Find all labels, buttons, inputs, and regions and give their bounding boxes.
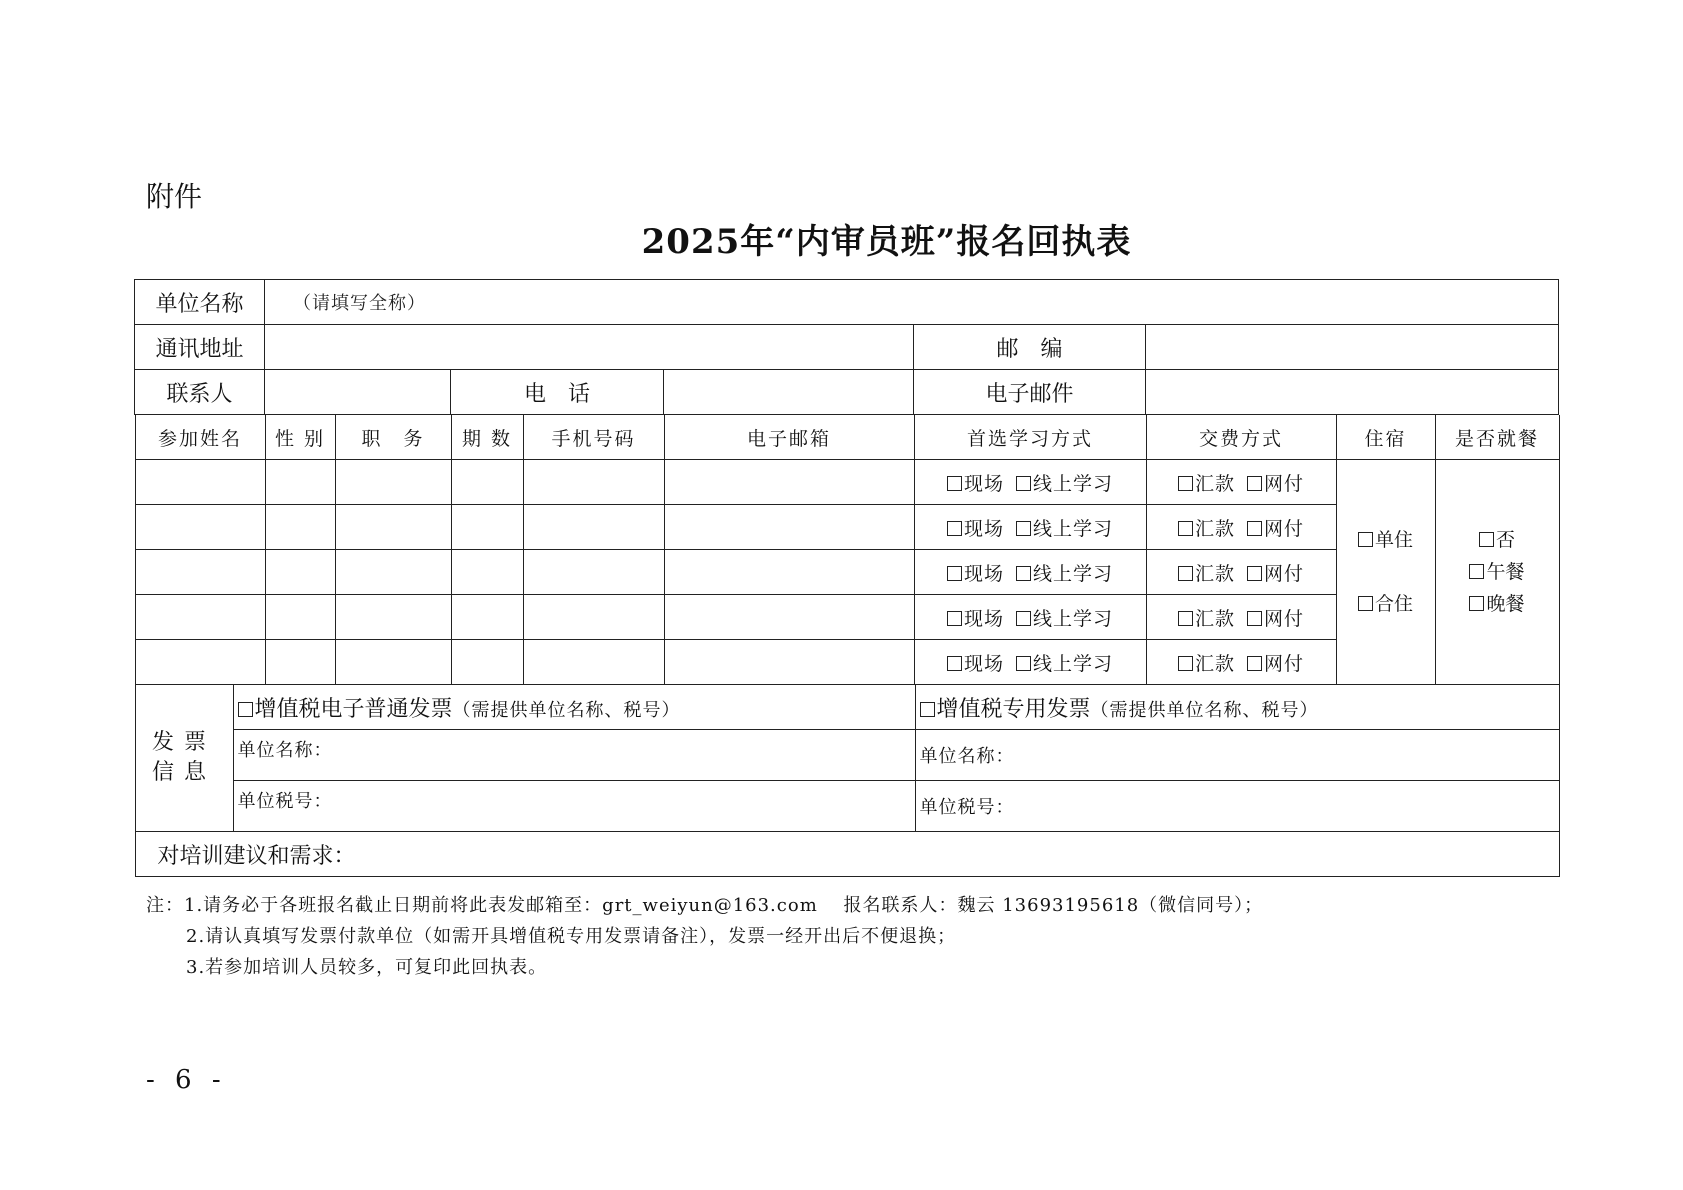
postcode-field[interactable] [1146,325,1559,370]
col-payment: 交费方式 [1146,415,1336,460]
study-mode-cell [914,550,1146,595]
session-cell[interactable] [451,640,523,685]
col-lodging: 住宿 [1336,415,1435,460]
col-email: 电子邮箱 [664,415,914,460]
payment-option-label: 汇款 [1194,517,1235,540]
payment-option-label: 汇款 [1194,472,1235,495]
unit-name-field[interactable]: （请填写全称） [265,280,1559,325]
study-mode-cell [914,460,1146,505]
notes [146,890,1263,983]
gender-cell[interactable] [265,550,335,595]
position-cell[interactable] [335,550,451,595]
payment-option-label: 汇款 [1194,562,1235,585]
checkbox-icon[interactable] [1016,476,1031,491]
payment-option[interactable] [1247,563,1304,585]
payment-cell [1146,640,1336,685]
gender-cell[interactable] [265,640,335,685]
meal-option[interactable] [1436,556,1559,588]
payment-option[interactable] [1178,653,1235,675]
registration-form-table [134,279,1559,877]
payment-option[interactable] [1247,518,1304,540]
name-cell[interactable] [135,505,265,550]
position-cell[interactable] [335,460,451,505]
name-cell[interactable] [135,550,265,595]
col-session: 期 数 [451,415,523,460]
meal-option-label: 晚餐 [1486,593,1525,615]
contact-label: 联系人 [135,370,265,415]
checkbox-icon[interactable] [947,521,962,536]
note-line-2: 2.请认真填写发票付款单位（如需开具增值税专用发票请备注），发票一经开出后不便退换； [186,926,957,947]
mobile-cell[interactable] [523,595,664,640]
payment-option[interactable] [1178,473,1235,495]
session-cell[interactable] [451,505,523,550]
note-line-3: 3.若参加培训人员较多，可复印此回执表。 [186,957,548,978]
checkbox-icon[interactable] [1016,611,1031,626]
checkbox-icon[interactable] [1247,521,1262,536]
col-mobile: 手机号码 [523,415,664,460]
invoice-label-line2: 信息 [151,760,216,785]
special-invoice-note: （需提供单位名称、税号） [1090,699,1319,721]
email-cell[interactable] [664,595,914,640]
payment-option[interactable] [1247,473,1304,495]
payment-option-label: 网付 [1264,607,1305,630]
checkbox-icon[interactable] [238,702,253,717]
email-cell[interactable] [664,460,914,505]
payment-option-label: 网付 [1264,652,1305,675]
checkbox-icon[interactable] [1469,564,1484,579]
checkbox-icon[interactable] [1016,656,1031,671]
session-cell[interactable] [451,550,523,595]
gender-cell[interactable] [265,505,335,550]
checkbox-icon[interactable] [1016,566,1031,581]
study-mode-cell [914,505,1146,550]
payment-cell [1146,505,1336,550]
study-option[interactable] [1016,518,1113,540]
name-cell[interactable] [135,460,265,505]
invoice-label-line1: 发票 [151,730,216,755]
study-option[interactable] [947,563,1004,585]
session-cell[interactable] [451,595,523,640]
checkbox-icon[interactable] [1247,611,1262,626]
checkbox-icon[interactable] [947,566,962,581]
normal-invoice-note: （需提供单位名称、税号） [452,699,681,721]
gender-cell[interactable] [265,595,335,640]
study-option-label: 线上学习 [1033,607,1114,630]
payment-cell [1146,460,1336,505]
col-position: 职 务 [335,415,451,460]
page-number: - 6 - [146,1065,227,1095]
study-option-label: 线上学习 [1033,517,1114,540]
contact-field[interactable] [265,370,451,415]
gender-cell[interactable] [265,460,335,505]
checkbox-icon[interactable] [1358,596,1373,611]
checkbox-icon[interactable] [920,702,935,717]
lodging-option[interactable] [1337,572,1435,636]
study-option-label: 现场 [963,607,1004,630]
normal-invoice-title: 增值税电子普通发票 [254,696,453,722]
attachment-label: 附件 [146,180,203,213]
checkbox-icon[interactable] [1247,656,1262,671]
checkbox-icon[interactable] [1247,476,1262,491]
name-cell[interactable] [135,640,265,685]
checkbox-icon[interactable] [1178,611,1193,626]
invoice-label [135,685,233,832]
study-option[interactable] [1016,653,1113,675]
address-label: 通讯地址 [135,325,265,370]
study-option-label: 现场 [963,562,1004,585]
normal-tax-id-field[interactable]: 单位税号： [233,781,915,832]
note-line-1: 注：1.请务必于各班报名截止日期前将此表发邮箱至：grt_weiyun@163.com 报名联系人：魏云 13693195618（微信同号）； [146,895,1264,916]
study-option[interactable] [947,518,1004,540]
lodging-option-label: 单住 [1374,529,1413,551]
meal-option[interactable] [1436,588,1559,620]
special-unit-name-field[interactable]: 单位名称： [915,730,1559,781]
form-title: 2025年“内审员班”报名回执表 [641,222,1132,262]
name-cell[interactable] [135,595,265,640]
checkbox-icon[interactable] [947,656,962,671]
study-option-label: 现场 [963,652,1004,675]
study-option-label: 线上学习 [1033,652,1114,675]
postcode-label: 邮 编 [914,325,1146,370]
participant-row [135,460,1559,505]
checkbox-icon[interactable] [1178,521,1193,536]
email-field[interactable] [1146,370,1559,415]
checkbox-icon[interactable] [1178,656,1193,671]
special-invoice-title: 增值税专用发票 [936,696,1091,722]
study-option-label: 现场 [963,472,1004,495]
checkbox-icon[interactable] [1479,532,1494,547]
study-option[interactable] [947,473,1004,495]
email-label: 电子邮件 [914,370,1146,415]
meal-cell [1435,460,1559,685]
phone-field[interactable] [664,370,914,415]
study-option[interactable] [1016,563,1113,585]
checkbox-icon[interactable] [1178,476,1193,491]
phone-label: 电 话 [451,370,664,415]
study-option-label: 线上学习 [1033,472,1114,495]
normal-unit-name-field[interactable]: 单位名称： [233,730,915,781]
col-meal: 是否就餐 [1435,415,1559,460]
email-cell[interactable] [664,640,914,685]
position-cell[interactable] [335,505,451,550]
payment-option-label: 网付 [1264,472,1305,495]
checkbox-icon[interactable] [1469,596,1484,611]
payment-cell [1146,595,1336,640]
payment-option[interactable] [1247,653,1304,675]
payment-option[interactable] [1247,608,1304,630]
checkbox-icon[interactable] [1247,566,1262,581]
invoice-table [135,685,1560,877]
mobile-cell[interactable] [523,550,664,595]
normal-invoice-option[interactable] [233,685,915,730]
col-gender: 性 别 [265,415,335,460]
study-option[interactable] [947,608,1004,630]
payment-option-label: 网付 [1264,562,1305,585]
payment-option[interactable] [1178,608,1235,630]
payment-option[interactable] [1178,518,1235,540]
checkbox-icon[interactable] [1178,566,1193,581]
mobile-cell[interactable] [523,460,664,505]
position-cell[interactable] [335,640,451,685]
payment-option-label: 汇款 [1194,607,1235,630]
checkbox-icon[interactable] [947,476,962,491]
meal-option[interactable] [1436,524,1559,556]
mobile-cell[interactable] [523,640,664,685]
special-invoice-option[interactable] [915,685,1559,730]
study-option-label: 线上学习 [1033,562,1114,585]
checkbox-icon[interactable] [947,611,962,626]
checkbox-icon[interactable] [1358,532,1373,547]
unit-name-label: 单位名称 [135,280,265,325]
checkbox-icon[interactable] [1016,521,1031,536]
payment-option[interactable] [1178,563,1235,585]
mobile-cell[interactable] [523,505,664,550]
address-field[interactable] [265,325,914,370]
lodging-option[interactable] [1337,508,1435,572]
study-mode-cell [914,595,1146,640]
meal-option-label: 否 [1495,529,1515,551]
study-option[interactable] [1016,473,1113,495]
lodging-cell [1336,460,1435,685]
study-option[interactable] [947,653,1004,675]
participants-table [135,415,1560,685]
special-tax-id-field[interactable]: 单位税号： [915,781,1559,832]
email-cell[interactable] [664,550,914,595]
study-option[interactable] [1016,608,1113,630]
payment-option-label: 汇款 [1194,652,1235,675]
col-name: 参加姓名 [135,415,265,460]
col-study-mode: 首选学习方式 [914,415,1146,460]
payment-cell [1146,550,1336,595]
session-cell[interactable] [451,460,523,505]
suggestion-field[interactable]: 对培训建议和需求： [135,832,1559,877]
payment-option-label: 网付 [1264,517,1305,540]
study-option-label: 现场 [963,517,1004,540]
position-cell[interactable] [335,595,451,640]
study-mode-cell [914,640,1146,685]
meal-option-label: 午餐 [1486,561,1525,583]
lodging-option-label: 合住 [1374,593,1413,615]
email-cell[interactable] [664,505,914,550]
